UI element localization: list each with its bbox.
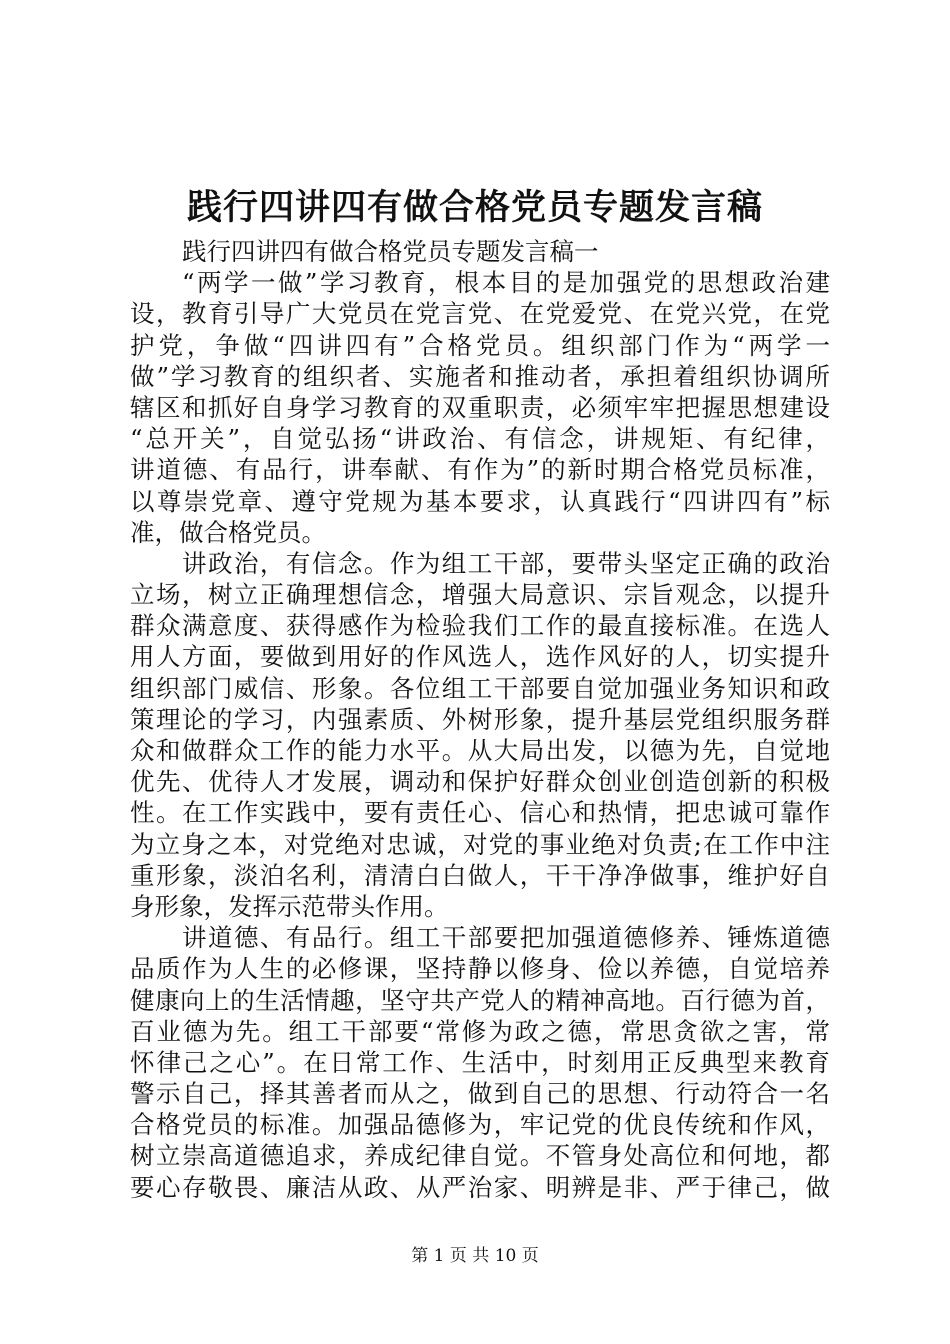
- paragraph-line: “两学一做”学习教育，根本目的是加强党的思想政治建: [182, 268, 830, 298]
- paragraph-line: 讲道德、有品行，讲奉献、有作为”的新时期合格党员标准，: [130, 455, 830, 485]
- paragraph-line: 品质作为人生的必修课，坚持静以修身、俭以养德，自觉培养: [130, 954, 830, 984]
- paragraph-line: 树立崇高道德追求，养成纪律自觉。不管身处高位和何地，都: [130, 1141, 830, 1171]
- paragraph-line: “总开关”，自觉弘扬“讲政治、有信念，讲规矩、有纪律，: [130, 424, 830, 454]
- paragraph: [130, 267, 830, 548]
- paragraph-line: 合格党员的标准。加强品德修为，牢记党的优良传统和作风，: [130, 1110, 830, 1140]
- paragraph-line: 组织部门威信、形象。各位组工干部要自觉加强业务知识和政: [130, 673, 830, 703]
- paragraph-line: 设，教育引导广大党员在党言党、在党爱党、在党兴党，在党: [130, 299, 830, 329]
- paragraph-line: 准，做合格党员。: [130, 517, 326, 547]
- paragraph-line: 策理论的学习，内强素质、外树形象，提升基层党组织服务群: [130, 704, 830, 734]
- paragraph-line: 百业德为先。组工干部要“常修为政之德，常思贪欲之害，常: [130, 1016, 830, 1046]
- paragraph-line: 要心存敬畏、廉洁从政、从严治家、明辨是非、严于律己，做: [130, 1172, 830, 1202]
- document-title: 践行四讲四有做合格党员专题发言稿: [186, 187, 763, 228]
- paragraph-line: 众和做群众工作的能力水平。从大局出发，以德为先，自觉地: [130, 736, 830, 765]
- paragraph-line: 怀律己之心”。在日常工作、生活中，时刻用正反典型来教育: [130, 1047, 830, 1077]
- paragraph-line: 身形象，发挥示范带头作用。: [130, 891, 449, 921]
- paragraph-line: 优先、优待人才发展，调动和保护好群众创业创造创新的积极: [130, 767, 830, 797]
- paragraph-line: 性。在工作实践中，要有责任心、信心和热情，把忠诚可靠作: [130, 798, 830, 828]
- paragraph-line: 以尊崇党章、遵守党规为基本要求，认真践行“四讲四有”标: [130, 486, 830, 516]
- paragraph-line: 辖区和抓好自身学习教育的双重职责，必须牢牢把握思想建设: [130, 392, 830, 422]
- page-footer: 第 1 页 共 10 页: [411, 1246, 539, 1266]
- document-body: [130, 236, 830, 1203]
- paragraph-line: 健康向上的生活情趣，坚守共产党人的精神高地。百行德为首，: [130, 985, 830, 1015]
- paragraph-line: 做”学习教育的组织者、实施者和推动者，承担着组织协调所: [130, 361, 830, 391]
- paragraph-line: 讲道德、有品行。组工干部要把加强道德修养、锤炼道德: [182, 923, 830, 953]
- paragraph-line: 警示自己，择其善者而从之，做到自己的思想、行动符合一名: [130, 1079, 830, 1109]
- paragraph-line: 群众满意度、获得感作为检验我们工作的最直接标准。在选人: [130, 611, 830, 641]
- paragraph-line: 为立身之本，对党绝对忠诚，对党的事业绝对负责;在工作中注: [130, 829, 830, 859]
- paragraph-line: 用人方面，要做到用好的作风选人，选作风好的人，切实提升: [130, 642, 830, 672]
- paragraph-line: 护党，争做“四讲四有”合格党员。组织部门作为“两学一: [130, 330, 830, 360]
- paragraph: [130, 548, 830, 922]
- paragraph: [130, 922, 830, 1203]
- paragraph-line: 重形象，淡泊名利，清清白白做人，干干净净做事，维护好自: [130, 860, 830, 890]
- paragraph-line: 讲政治，有信念。作为组工干部，要带头坚定正确的政治: [182, 548, 830, 578]
- document-subtitle: 践行四讲四有做合格党员专题发言稿一: [182, 237, 599, 266]
- paragraph-line: 立场，树立正确理想信念，增强大局意识、宗旨观念，以提升: [130, 580, 830, 610]
